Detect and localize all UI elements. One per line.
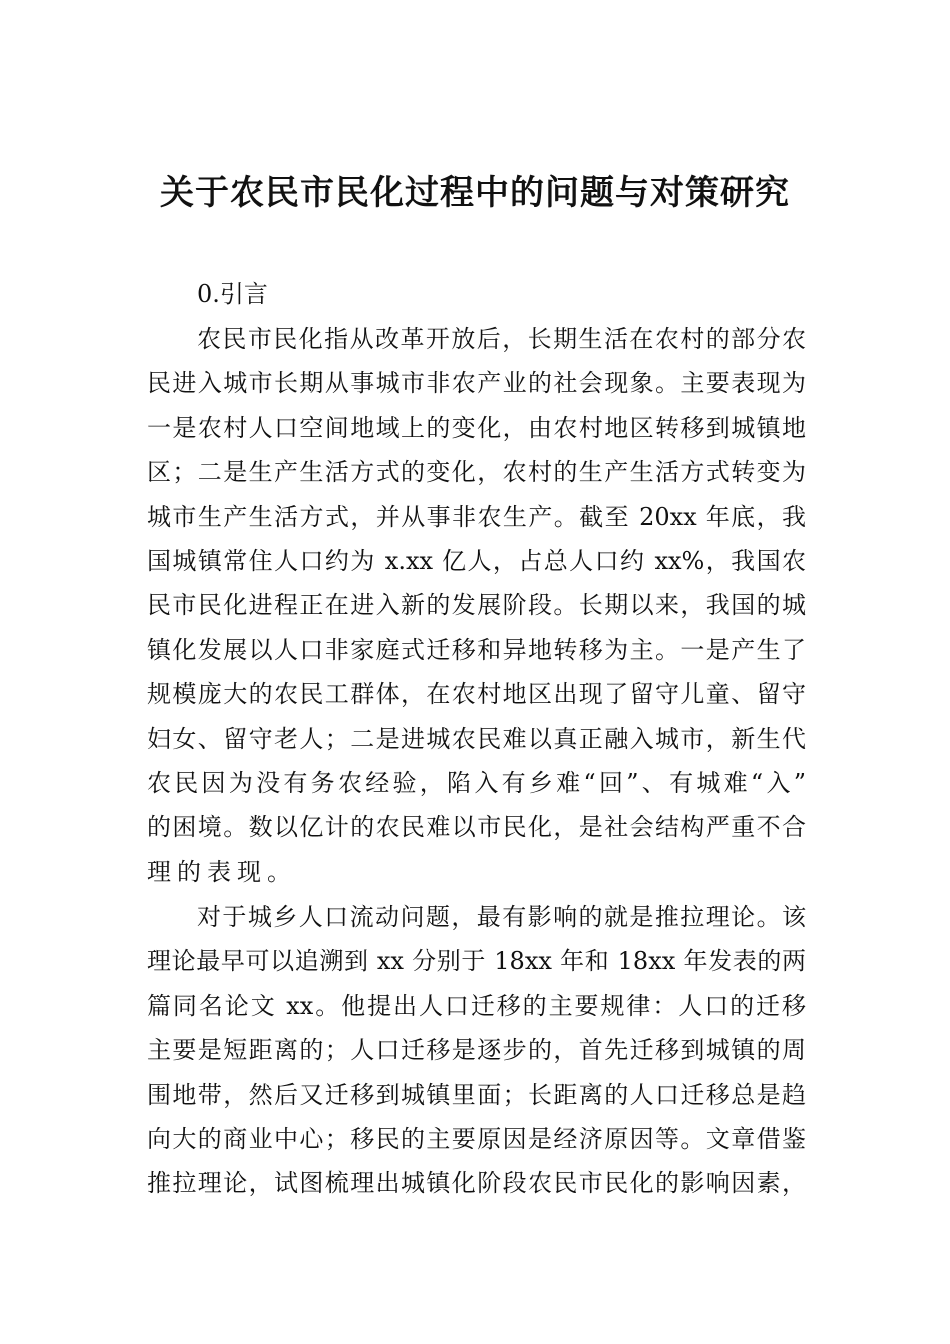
paragraph-line: 推拉理论，试图梳理出城镇化阶段农民市民化的影响因素，: [147, 1169, 806, 1198]
paragraph-line: 区；二是生产生活方式的变化，农村的生产生活方式转变为: [147, 458, 806, 487]
paragraph-line: 国城镇常住人口约为 x.xx 亿人，占总人口约 xx%，我国农: [147, 547, 806, 575]
paragraph-line: 理的表现。: [147, 857, 297, 886]
paragraph-line: 对于城乡人口流动问题，最有影响的就是推拉理论。该: [197, 903, 806, 931]
section-heading: 0.引言: [197, 280, 268, 308]
paragraph-line: 镇化发展以人口非家庭式迁移和异地转移为主。一是产生了: [147, 635, 806, 664]
paragraph-line: 农民市民化指从改革开放后，长期生活在农村的部分农: [197, 325, 806, 353]
paragraph-line: 农民因为没有务农经验，陷入有乡难“回”、有城难“入”: [147, 769, 806, 797]
paragraph-line: 理论最早可以追溯到 xx 分别于 18xx 年和 18xx 年发表的两: [147, 947, 806, 976]
document-title: 关于农民市民化过程中的问题与对策研究: [160, 173, 790, 213]
paragraph-line: 规模庞大的农民工群体，在农村地区出现了留守儿童、留守: [147, 680, 806, 709]
paragraph-line: 民市民化进程正在进入新的发展阶段。长期以来，我国的城: [147, 591, 806, 620]
paragraph-line: 的困境。数以亿计的农民难以市民化，是社会结构严重不合: [147, 813, 806, 842]
paragraph-line: 向大的商业中心；移民的主要原因是经济原因等。文章借鉴: [147, 1125, 806, 1153]
paragraph-line: 篇同名论文 xx。他提出人口迁移的主要规律：人口的迁移: [147, 991, 806, 1020]
paragraph-line: 一是农村人口空间地域上的变化，由农村地区转移到城镇地: [147, 413, 806, 442]
paragraph-line: 主要是短距离的；人口迁移是逐步的，首先迁移到城镇的周: [147, 1036, 806, 1065]
paragraph-line: 围地带，然后又迁移到城镇里面；长距离的人口迁移总是趋: [147, 1080, 806, 1109]
paragraph-line: 妇女、留守老人；二是进城农民难以真正融入城市，新生代: [147, 724, 806, 753]
paragraph-line: 城市生产生活方式，并从事非农生产。截至 20xx 年底，我: [147, 502, 806, 531]
paragraph-line: 民进入城市长期从事城市非农产业的社会现象。主要表现为: [147, 369, 806, 398]
